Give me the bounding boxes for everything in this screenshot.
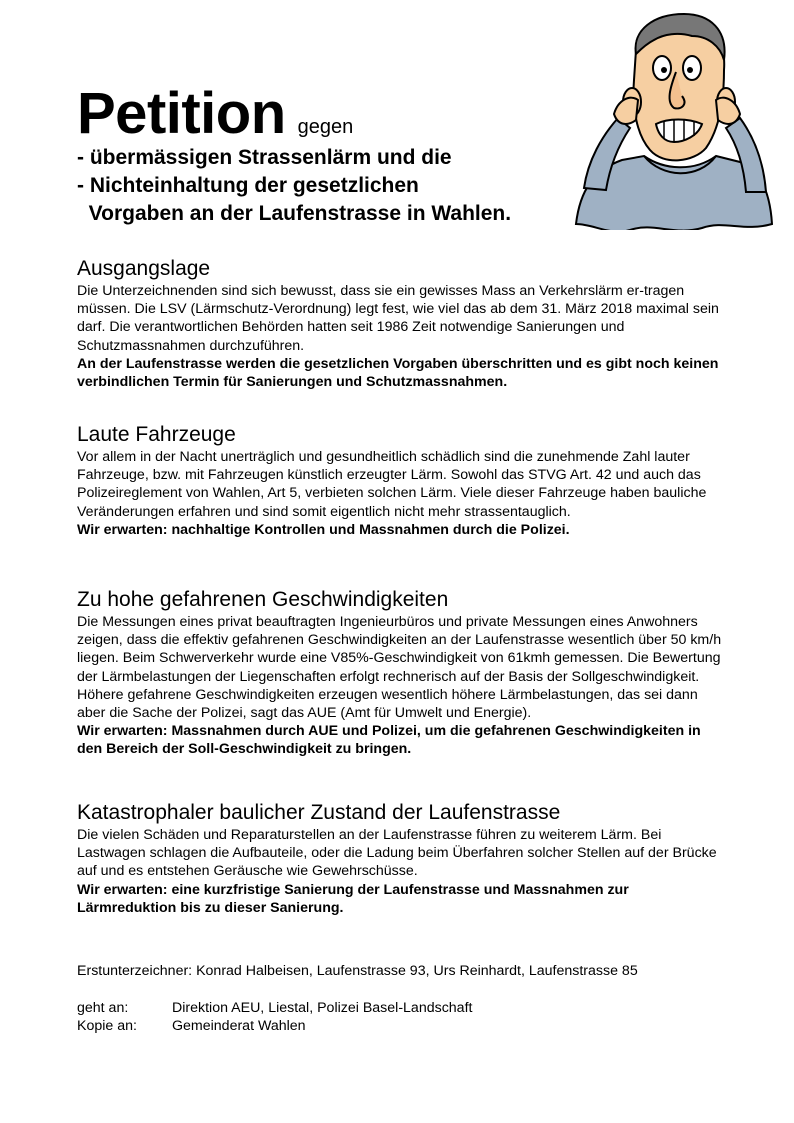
- section-geschwindigkeiten: [77, 587, 727, 759]
- section-demand: Wir erwarten: Massnahmen durch AUE und Polizei, um die gefahrenen Geschwindigkeiten in den Bereich der Soll-Geschwindigkeit zu bringen.: [77, 723, 701, 758]
- copy-label: Kopie an:: [77, 1018, 137, 1034]
- man-covering-ears-illustration: [574, 10, 774, 230]
- first-signers: Erstunterzeichner: Konrad Halbeisen, Laufenstrasse 93, Urs Reinhardt, Laufenstrasse 85: [77, 963, 638, 979]
- recipient-label: geht an:: [77, 1000, 129, 1016]
- section-laute-fahrzeuge: [77, 422, 727, 539]
- title-suffix: gegen: [297, 116, 354, 138]
- copy-row: [77, 1017, 306, 1035]
- section-heading: Zu hohe gefahrenen Geschwindigkeiten: [77, 588, 449, 611]
- section-heading: Katastrophaler baulicher Zustand der Laufenstrasse: [77, 801, 561, 824]
- section-body: Die Messungen eines privat beauftragten Ingenieurbüros und private Messungen eines Anwohners zeigen, dass die effektiv gefahrenen Geschwindigkeiten an der Laufenstrasse wesentlich über 50 km/h liegen. Beim Schwerverkehr wurde eine V85%-Geschwindigkeit von 61kmh gemessen. Die Bewertung der Lärmbelastungen der Liegenschaften erfolgt rechnerisch auf der Basis der Sollgeschwindigkeit. Höhere gefahrene Geschwindigkeiten erzeugen wesentlich höhere Lärmbelastungen, das sei dann aber die Sache der Polizei, sagt das AUE (Amt für Umwelt und Energie).: [77, 614, 722, 722]
- section-body: Vor allem in der Nacht unerträglich und gesundheitlich schädlich sind die zunehmende Zahl lauter Fahrzeuge, bzw. mit Fahrzeugen künstlich erzeugter Lärm. Sowohl das STVG Art. 42 und auch das Polizeireglement von Wahlen, Art 5, verbieten solchen Lärm. Viele dieser Fahrzeuge haben bauliche Veränderungen erfahren und sind somit eigentlich nicht mehr strassentauglich.: [77, 449, 707, 520]
- section-demand: Wir erwarten: eine kurzfristige Sanierung der Laufenstrasse und Massnahmen zur Lärmreduktion bis zu dieser Sanierung.: [77, 881, 629, 916]
- subtitle-line: - Nichteinhaltung der gesetzlichen: [77, 174, 419, 197]
- section-heading: Laute Fahrzeuge: [77, 423, 236, 446]
- recipient-value: Direktion AEU, Liestal, Polizei Basel-Landschaft: [172, 1000, 473, 1016]
- section-ausgangslage: [77, 256, 727, 391]
- subtitle-line: - übermässigen Strassenlärm und die: [77, 146, 452, 169]
- section-demand: Wir erwarten: nachhaltige Kontrollen und Massnahmen durch die Polizei.: [77, 521, 570, 538]
- section-body: Die Unterzeichnenden sind sich bewusst, dass sie ein gewisses Mass an Verkehrslärm er-tragen müssen. Die LSV (Lärmschutz-Verordnung) legt fest, wie viel das ab dem 31. März 2018 maximal sein darf. Die verantwortlichen Behörden hatten seit 1986 Zeit notwendige Sanierungen und Schutzmassnahmen durchzuführen.: [77, 283, 719, 354]
- subtitle-line: Vorgaben an der Laufenstrasse in Wahlen.: [77, 202, 512, 225]
- section-baulicher-zustand: [77, 800, 727, 917]
- section-heading: Ausgangslage: [77, 257, 211, 280]
- section-demand: An der Laufenstrasse werden die gesetzlichen Vorgaben überschritten und es gibt noch keinen verbindlichen Termin für Sanierungen und Schutzmassnahmen.: [77, 355, 719, 391]
- title: [77, 80, 353, 147]
- copy-value: Gemeinderat Wahlen: [172, 1018, 306, 1034]
- subtitle: [77, 144, 511, 228]
- title-main: Petition: [77, 81, 286, 146]
- section-body: Die vielen Schäden und Reparaturstellen an der Laufenstrasse führen zu weiterem Lärm. Bei Lastwagen schlagen die Aufbauteile, oder die Ladung beim Überfahren solcher Stellen auf der Brücke auf und es entstehen Geräusche wie Gewehrschüsse.: [77, 827, 717, 880]
- recipient-row: [77, 999, 472, 1017]
